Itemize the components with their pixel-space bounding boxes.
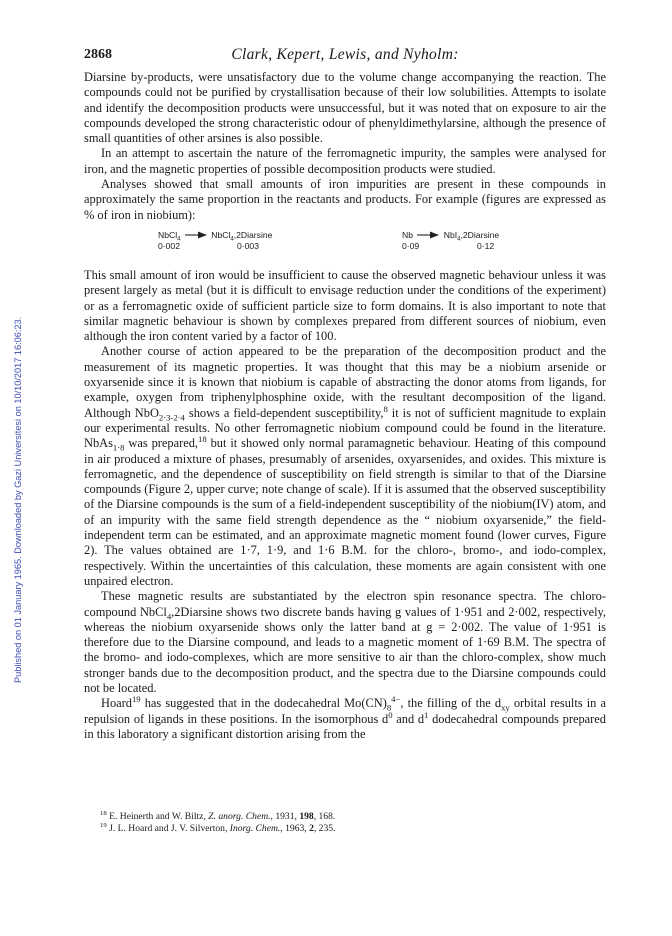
scheme-reactant-iron: 0·002 <box>158 240 180 251</box>
scheme-product: NbCl$_4$,2Diarsine <box>211 229 273 243</box>
paragraph-7: Hoard$^{19}$ has suggested that in the dodecahedral $Mo(CN)_8^{4-}$, the filling of the $d_{xy}$ orbital results in a repulsion of ligands in these positions. In the isomorphous $d^0$ and $d^1$ dodecahedral compounds prepared in this laboratory a significant distortion arising from the <box>84 694 607 741</box>
scheme-chloride <box>158 229 273 251</box>
paragraph-2: In an attempt to ascertain the nature of the ferromagnetic impurity, the samples were analysed for iron, and the magnetic properties of possible decomposition products were studied. <box>84 146 606 176</box>
scheme-product-iron: 0·003 <box>237 240 259 251</box>
paragraph-6: These magnetic results are substantiated by the electron spin resonance spectra. The chloro-compound NbCl$_4$,2Diarsine shows two discrete bands having g values of 1·951 and 2·002, respectively, whereas the niobium oxyarsenide shows only the latter band at g = 2·002. The value of 1·951 is therefore due to the Diarsine compound, and leads to a magnetic moment of 1·69 B.M. The spectra of the bromo- and iodo-complexes, which are more sensitive to air than the chloro-complex, show much stronger bands due to the decomposition product, and the spectra due to the Diarsine compounds could not be located. <box>84 589 606 695</box>
reaction-arrow-icon <box>185 231 207 239</box>
scheme-product: NbI$_4$,2Diarsine <box>443 229 500 243</box>
footnote-19: $^{19}$ J. L. Hoard and J. V. Silverton, Inorg. Chem., 1963, 2, 235. <box>100 821 336 834</box>
paragraph-5: Another course of action appeared to be the preparation of the decomposition product and the measurement of its magnetic properties. It was thought that this may be a niobium arsenide or oxyarsenide since it is known that niobium is capable of abstracting the donor atoms from ligands, for example, oxygen from triphenylphosphine oxide, with the resultant decomposition of the ligand. Although NbO$_{2\cdot 3-2\cdot 4}$ shows a field-dependent susceptibility,$^8$ it is not of sufficient magnitude to explain our experimental results. No other ferromagnetic niobium compound could be found in the literature. NbAs$_{1\cdot 8}$ was prepared,$^{18}$ but it showed only normal paramagnetic behaviour. Heating of this compound in air produced a mixture of phases, presumably of arsenides, oxyarsenides, and oxides. This mixture is ferromagnetic, and the dependence of susceptibility on field strength is similar to that of the Diarsine compounds (Figure 2, upper curve; note change of scale). If it is assumed that the observed susceptibility of the Diarsine compounds is the sum of a field-independent susceptibility of the niobium(IV) atom, and of an impurity with the same field strength dependence as the “ niobium oxyarsenide,” the field-independent term can be estimated, and an approximate magnetic moment found (lower curves, Figure 2). The values obtained are 1·7, 1·9, and 1·6 B.M. for the chloro-, bromo-, and iodo-complex, respectively. Within the uncertainties of this calculation, these moments are again consistent with one unpaired electron. <box>84 344 606 588</box>
citation-8: 8 <box>383 403 388 414</box>
footnote-18: $^{18}$ E. Heinerth and W. Biltz, Z. anorg. Chem., 1931, 198, 168. <box>100 809 336 822</box>
footnotes <box>100 811 606 835</box>
paragraph-3: Analyses showed that small amounts of iron impurities are present in these compounds in approximately the same proportion in the reactants and products. For example (figures are expressed as % of iron in niobium): <box>84 177 606 222</box>
scheme-reactant: Nb <box>402 229 413 240</box>
scheme-niobium-formulas <box>402 230 499 241</box>
publication-side-note: Published on 01 January 1965. Downloaded by Gazi Universitesi on 10/10/2017 16:06:23. <box>13 316 23 684</box>
scheme-niobium <box>402 229 500 251</box>
paragraph-4: This small amount of iron would be insufficient to cause the observed magnetic behaviour unless it was present largely as metal (but it is difficult to envisage reduction under the conditions of the experiment) or as a ferromagnetic oxide of sufficient particle size to form domains. It is also important to note that similar magnetic behaviour is shown by complexes prepared from different sources of niobium, even although the iron content varied by a factor of 100. <box>84 267 606 344</box>
article-body <box>84 70 606 742</box>
scheme-product-iron: 0·12 <box>477 240 495 251</box>
scheme-reactant-iron: 0·09 <box>402 240 420 251</box>
iron-content-scheme <box>84 230 606 262</box>
paragraph-1: Diarsine by-products, were unsatisfactory due to the volume change accompanying the reaction. The compounds could not be purified by crystallisation because of their low solubilities. Attempts to isolate and identify the decomposition products were unsuccessful, but it was noted that on exposure to air the compounds developed the strong characteristic odour of phenyldimethylarsine, although the presence of small quantities of other arsines is also possible. <box>84 70 606 146</box>
scheme-reactant: NbCl$_4$ <box>158 229 181 243</box>
running-head: Clark, Kepert, Lewis, and Nyholm: <box>231 46 459 63</box>
page-header <box>84 47 606 67</box>
citation-19: 19 <box>131 694 141 705</box>
page-number: 2868 <box>84 47 112 62</box>
reaction-arrow-icon <box>417 231 439 239</box>
citation-18: 18 <box>198 434 207 445</box>
scheme-chloride-formulas <box>158 230 272 241</box>
